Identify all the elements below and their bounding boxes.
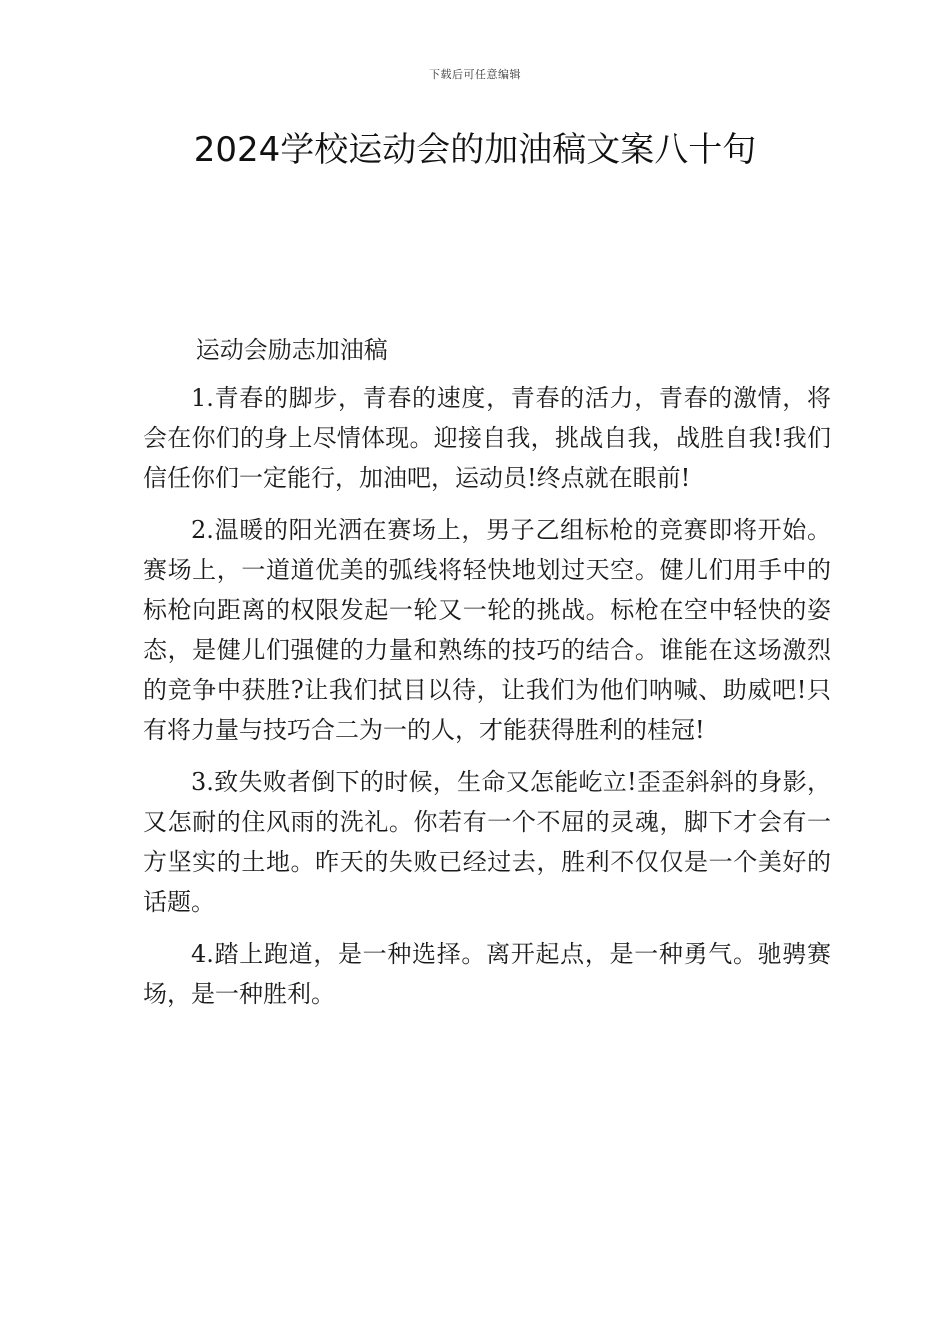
paragraph-2: 2.温暖的阳光洒在赛场上，男子乙组标枪的竞赛即将开始。赛场上，一道道优美的弧线将轻快地划过天空。健儿们用手中的标枪向距离的权限发起一轮又一轮的挑战。标枪在空中轻快的姿态，是健儿们强健的力量和熟练的技巧的结合。谁能在这场激烈的竞争中获胜?让我们拭目以待，让我们为他们呐喊、助威吧!只有将力量与技巧合二为一的人，才能获得胜利的桂冠! <box>143 516 831 744</box>
document-body <box>143 330 831 1026</box>
header-note: 下载后可任意编辑 <box>429 68 521 81</box>
paragraph-3: 3.致失败者倒下的时候，生命又怎能屹立!歪歪斜斜的身影，又怎耐的住风雨的洗礼。你若有一个不屈的灵魂，脚下才会有一方坚实的土地。昨天的失败已经过去，胜利不仅仅是一个美好的话题。 <box>143 768 831 916</box>
section-heading: 运动会励志加油稿 <box>195 336 388 364</box>
page-title: 2024学校运动会的加油稿文案八十句 <box>193 130 757 170</box>
paragraph-1: 1.青春的脚步，青春的速度，青春的活力，青春的激情，将会在你们的身上尽情体现。迎接自我，挑战自我，战胜自我!我们信任你们一定能行，加油吧，运动员!终点就在眼前! <box>143 384 831 492</box>
paragraph-4: 4.踏上跑道，是一种选择。离开起点，是一种勇气。驰骋赛场，是一种胜利。 <box>143 940 831 1008</box>
